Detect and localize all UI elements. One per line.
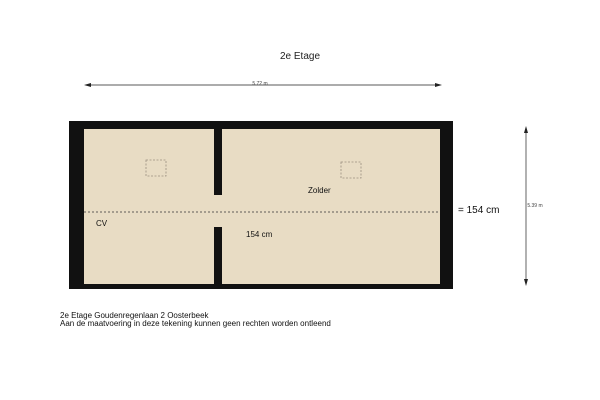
height-line-label: = 154 cm bbox=[458, 205, 500, 216]
width-dimension-label: 5.72 m bbox=[252, 81, 268, 87]
room-height-label: 154 cm bbox=[246, 230, 273, 239]
room-label-cv: CV bbox=[96, 219, 108, 228]
floor-left bbox=[84, 129, 214, 284]
caption-address: 2e Etage Goudenregenlaan 2 Oosterbeek bbox=[60, 311, 209, 320]
floor-right bbox=[222, 129, 440, 284]
floor-title: 2e Etage bbox=[279, 51, 321, 62]
depth-dimension-label: 5.39 m bbox=[527, 203, 543, 209]
caption-disclaimer: Aan de maatvoering in deze tekening kunnen geen rechten worden ontleend bbox=[60, 319, 331, 328]
room-label-zolder: Zolder bbox=[308, 186, 331, 195]
doorway-opening bbox=[213, 195, 223, 227]
